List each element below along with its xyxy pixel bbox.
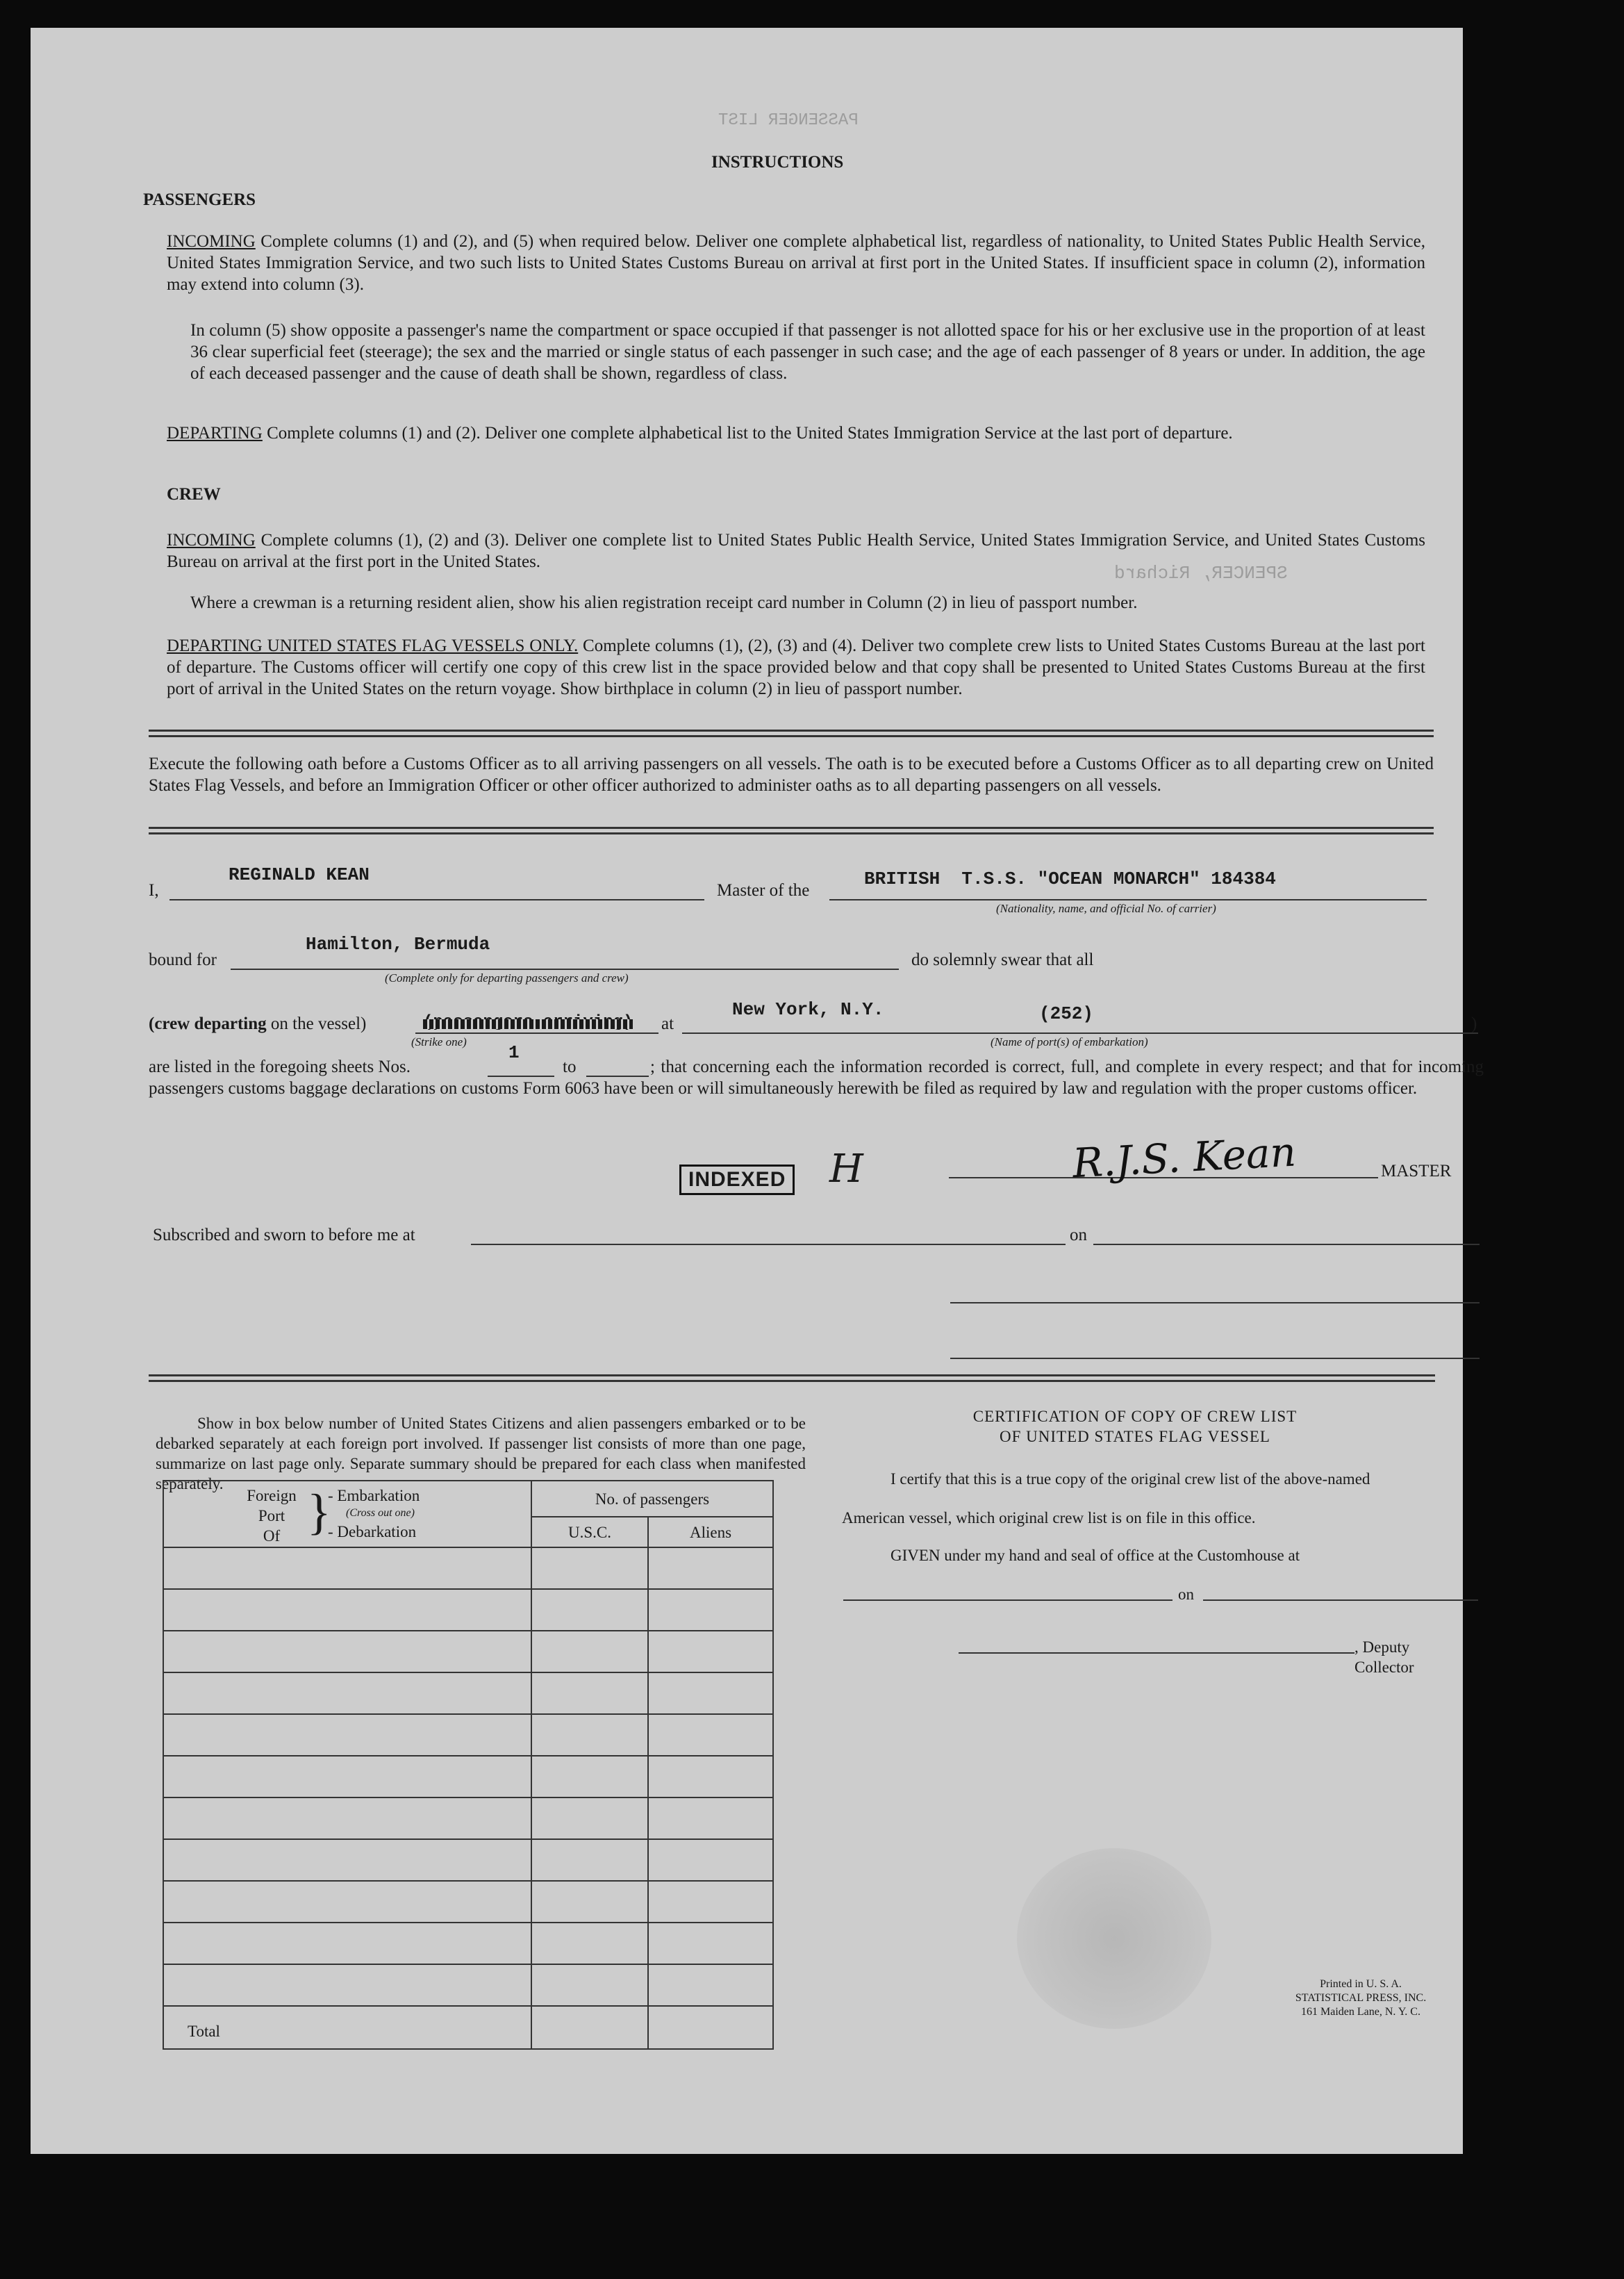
port-caption: (Name of port(s) of embarkation) bbox=[991, 1035, 1148, 1048]
port-cell[interactable] bbox=[163, 1631, 531, 1672]
summary-instructions: Show in box below number of United States Citizens and alien passengers embarked or to be debarked separately at each foreign port involved. If passenger list consists of more than one page, summarize on last page only. Separate summary should be prepared for each class when manifested separately. bbox=[156, 1415, 806, 1492]
to-label: to bbox=[563, 1058, 577, 1076]
usc-cell[interactable] bbox=[531, 1881, 648, 1923]
aliens-cell[interactable] bbox=[648, 1547, 773, 1589]
port-cell[interactable] bbox=[163, 1881, 531, 1923]
passengers-incoming-text: Complete columns (1) and (2), and (5) when required below. Deliver one complete alphabetical list, regardless of nationality, to United States Public Health Service, United States Immigration Service, and two such lists to United States Customs Bureau on arrival at first port in the United States. If insufficient space in column (2), information may extend into column (3). bbox=[167, 232, 1426, 294]
usc-cell[interactable] bbox=[531, 1797, 648, 1839]
usc-cell[interactable] bbox=[531, 1839, 648, 1881]
usc-cell[interactable] bbox=[531, 1923, 648, 1964]
sheet-from-value: 1 bbox=[508, 1042, 520, 1063]
crew-departing-text: Complete columns (1), (2), (3) and (4). Deliver two complete crew lists to United States Customs Bureau at the last port of departure. The Customs officer will certify one copy of this crew list in the space provided below and that copy shall be presented to United States Customs Bureau at the first port of arrival in the United States on the return voyage. Show birthplace in column (2) in lieu of passport number. bbox=[167, 636, 1426, 698]
certification-date-line bbox=[1203, 1599, 1478, 1601]
section-divider bbox=[149, 827, 1434, 834]
listed-label: are listed in the foregoing sheets Nos. bbox=[149, 1058, 411, 1076]
deputy-signature-line bbox=[959, 1652, 1354, 1654]
bound-for-value: Hamilton, Bermuda bbox=[306, 934, 490, 955]
form-page bbox=[31, 28, 1484, 2154]
certification-line3: GIVEN under my hand and seal of office at the Customhouse at bbox=[890, 1547, 1300, 1564]
certification-title-line1: CERTIFICATION OF COPY OF CREW LIST bbox=[972, 1408, 1298, 1425]
crew-incoming-text: Complete columns (1), (2) and (3). Deliver one complete list to United States Public Health Service, United States Immigration Service, and United States Customs Bureau on arrival at the first port in the United States. bbox=[167, 531, 1426, 571]
usc-cell[interactable] bbox=[531, 1672, 648, 1714]
certification-line2: American vessel, which original crew list is on file in this office. bbox=[842, 1509, 1256, 1527]
vessel-name: BRITISH T.S.S. "OCEAN MONARCH" 184384 bbox=[864, 869, 1276, 889]
crew-incoming-paragraph bbox=[167, 529, 1425, 573]
usc-cell[interactable] bbox=[531, 1964, 648, 2006]
crew-departing-label: DEPARTING UNITED STATES FLAG VESSELS ONLY. bbox=[167, 636, 579, 655]
crew-departing-paragraph bbox=[167, 635, 1425, 700]
port-cell[interactable] bbox=[163, 1964, 531, 2006]
subscribed-date-line bbox=[1093, 1244, 1480, 1245]
port-label: Port bbox=[258, 1507, 285, 1524]
port-cell[interactable] bbox=[163, 1547, 531, 1589]
master-name: REGINALD KEAN bbox=[229, 864, 370, 885]
aliens-cell[interactable] bbox=[648, 1839, 773, 1881]
crew-departing-oath bbox=[149, 1013, 366, 1035]
port-cell[interactable] bbox=[163, 1797, 531, 1839]
usc-cell[interactable] bbox=[531, 1589, 648, 1631]
aliens-cell[interactable] bbox=[648, 1714, 773, 1756]
i-label: I, bbox=[149, 881, 159, 900]
crew-resident-paragraph: Where a crewman is a returning resident alien, show his alien registration receipt card number in Column (2) in lieu of passport number. bbox=[190, 593, 1138, 612]
summary-table bbox=[163, 1480, 774, 2050]
oath-intro: Execute the following oath before a Customs Officer as to all arriving passengers on all vessels. The oath is to be executed before a Customs Officer as to all departing crew on United States Flag Vessels, and before an Immigration Officer or other officer authorized to administer oaths as to all departing passengers on all vessels. bbox=[149, 755, 1434, 795]
debarkation-label: - Debarkation bbox=[328, 1523, 417, 1540]
seal-smudge bbox=[1017, 1848, 1211, 2029]
usc-cell[interactable] bbox=[531, 1547, 648, 1589]
bound-for-caption: (Complete only for departing passengers and crew) bbox=[385, 971, 629, 985]
instructions-title: INSTRUCTIONS bbox=[711, 153, 844, 172]
passengers-departing-paragraph bbox=[167, 422, 1425, 444]
swear-label: do solemnly swear that all bbox=[911, 951, 1094, 969]
cross-out-caption: (Cross out one) bbox=[346, 1507, 415, 1519]
certification-on-label: on bbox=[1178, 1586, 1194, 1603]
usc-header: U.S.C. bbox=[531, 1517, 648, 1547]
foreign-port-of-label bbox=[240, 1486, 303, 1546]
vessel-caption: (Nationality, name, and official No. of carrier) bbox=[996, 902, 1216, 915]
printer-line2: STATISTICAL PRESS, INC. bbox=[1295, 1992, 1427, 2004]
subscribed-label: Subscribed and sworn to before me at bbox=[153, 1226, 415, 1244]
struck-line bbox=[415, 1032, 658, 1034]
aliens-cell[interactable] bbox=[648, 1672, 773, 1714]
subscribed-place-line bbox=[471, 1244, 1066, 1245]
bound-for-label: bound for bbox=[149, 951, 217, 969]
subscribed-on-label: on bbox=[1070, 1226, 1087, 1244]
at-label: at bbox=[661, 1014, 674, 1033]
officer-signature-line bbox=[950, 1302, 1480, 1303]
usc-cell[interactable] bbox=[531, 1631, 648, 1672]
total-aliens-cell[interactable] bbox=[648, 2006, 773, 2049]
port-cell[interactable] bbox=[163, 1672, 531, 1714]
bound-for-line bbox=[231, 969, 899, 970]
customhouse-line bbox=[843, 1599, 1173, 1601]
aliens-cell[interactable] bbox=[648, 1797, 773, 1839]
printer-imprint bbox=[1260, 1977, 1461, 2019]
port-line bbox=[682, 1032, 1478, 1034]
certification-line1: I certify that this is a true copy of the original crew list of the above-named bbox=[890, 1470, 1370, 1488]
column5-paragraph: In column (5) show opposite a passenger's name the compartment or space occupied if that passenger is not allotted space for his or her exclusive use in the proportion of at least 36 clear superficial feet (steerage); the sex and the married or single status of each passenger in such case; and the age of each passenger of 8 years or under. In addition, the age of each deceased passenger and the cause of death shall be shown, regardless of class. bbox=[190, 321, 1425, 383]
port-number: (252) bbox=[1039, 1003, 1094, 1024]
officer-title-line bbox=[950, 1358, 1480, 1359]
strikeout-x-marks bbox=[423, 1019, 633, 1029]
total-usc-cell[interactable] bbox=[531, 2006, 648, 2049]
master-name-line bbox=[169, 899, 704, 900]
bleed-through-text: PASSENGER LIST bbox=[718, 111, 859, 130]
passengers-incoming-paragraph bbox=[167, 231, 1425, 295]
port-cell[interactable] bbox=[163, 1839, 531, 1881]
port-cell[interactable] bbox=[163, 1714, 531, 1756]
indexed-stamp: INDEXED bbox=[679, 1165, 795, 1195]
indexed-initial: H bbox=[829, 1146, 863, 1192]
certification-title bbox=[954, 1379, 1316, 1447]
passengers-heading: PASSENGERS bbox=[143, 190, 256, 209]
deputy-collector-label: , Deputy Collector bbox=[1354, 1638, 1414, 1676]
certify-text: ; that concerning each the information recorded is correct, full, and complete in every respect; and that for incoming passengers customs baggage declarations on customs Form 6063 have been or will simultaneously herewith be filed as required by law and regulation with the proper customs officer. bbox=[149, 1058, 1484, 1098]
aliens-header: Aliens bbox=[648, 1517, 773, 1547]
aliens-cell[interactable] bbox=[648, 1631, 773, 1672]
of-label: Of bbox=[263, 1527, 281, 1545]
bleed-through-text: SPENCER, Richard bbox=[1114, 563, 1288, 584]
usc-cell[interactable] bbox=[531, 1756, 648, 1797]
total-label: Total bbox=[163, 2006, 531, 2049]
port-value: New York, N.Y. bbox=[732, 999, 884, 1020]
brace-icon: } bbox=[307, 1484, 331, 1540]
port-cell[interactable] bbox=[163, 1589, 531, 1631]
foreign-label: Foreign bbox=[247, 1487, 297, 1504]
passengers-departing-label: DEPARTING bbox=[167, 424, 263, 443]
vessel-line bbox=[829, 899, 1427, 900]
printer-line3: 161 Maiden Lane, N. Y. C. bbox=[1301, 2006, 1420, 2018]
certification-title-line2: OF UNITED STATES FLAG VESSEL bbox=[1000, 1428, 1270, 1445]
struck-option bbox=[423, 1013, 633, 1032]
section-divider bbox=[149, 730, 1434, 737]
on-vessel-label: on the vessel) bbox=[270, 1014, 367, 1033]
aliens-cell[interactable] bbox=[648, 1589, 773, 1631]
aliens-cell[interactable] bbox=[648, 1923, 773, 1964]
port-cell[interactable] bbox=[163, 1756, 531, 1797]
no-passengers-header: No. of passengers bbox=[531, 1481, 773, 1517]
strike-caption: (Strike one) bbox=[411, 1035, 467, 1048]
aliens-cell[interactable] bbox=[648, 1964, 773, 2006]
crew-incoming-label: INCOMING bbox=[167, 531, 256, 550]
master-of-label: Master of the bbox=[717, 881, 810, 900]
close-paren: ) bbox=[1471, 1014, 1477, 1033]
embarkation-label: - Embarkation bbox=[328, 1487, 420, 1504]
master-signature: R.J.S. Kean bbox=[1071, 1128, 1298, 1187]
printer-line1: Printed in U. S. A. bbox=[1320, 1978, 1402, 1990]
crew-heading: CREW bbox=[167, 485, 221, 504]
usc-cell[interactable] bbox=[531, 1714, 648, 1756]
port-cell[interactable] bbox=[163, 1923, 531, 1964]
passengers-incoming-label: INCOMING bbox=[167, 232, 256, 251]
aliens-cell[interactable] bbox=[648, 1881, 773, 1923]
passengers-departing-text: Complete columns (1) and (2). Deliver one complete alphabetical list to the United States Immigration Service at the last port of departure. bbox=[267, 424, 1233, 443]
crew-departing-option: (crew departing bbox=[149, 1014, 267, 1033]
aliens-cell[interactable] bbox=[648, 1756, 773, 1797]
master-label: MASTER bbox=[1381, 1162, 1452, 1180]
foreign-port-header bbox=[163, 1481, 531, 1547]
